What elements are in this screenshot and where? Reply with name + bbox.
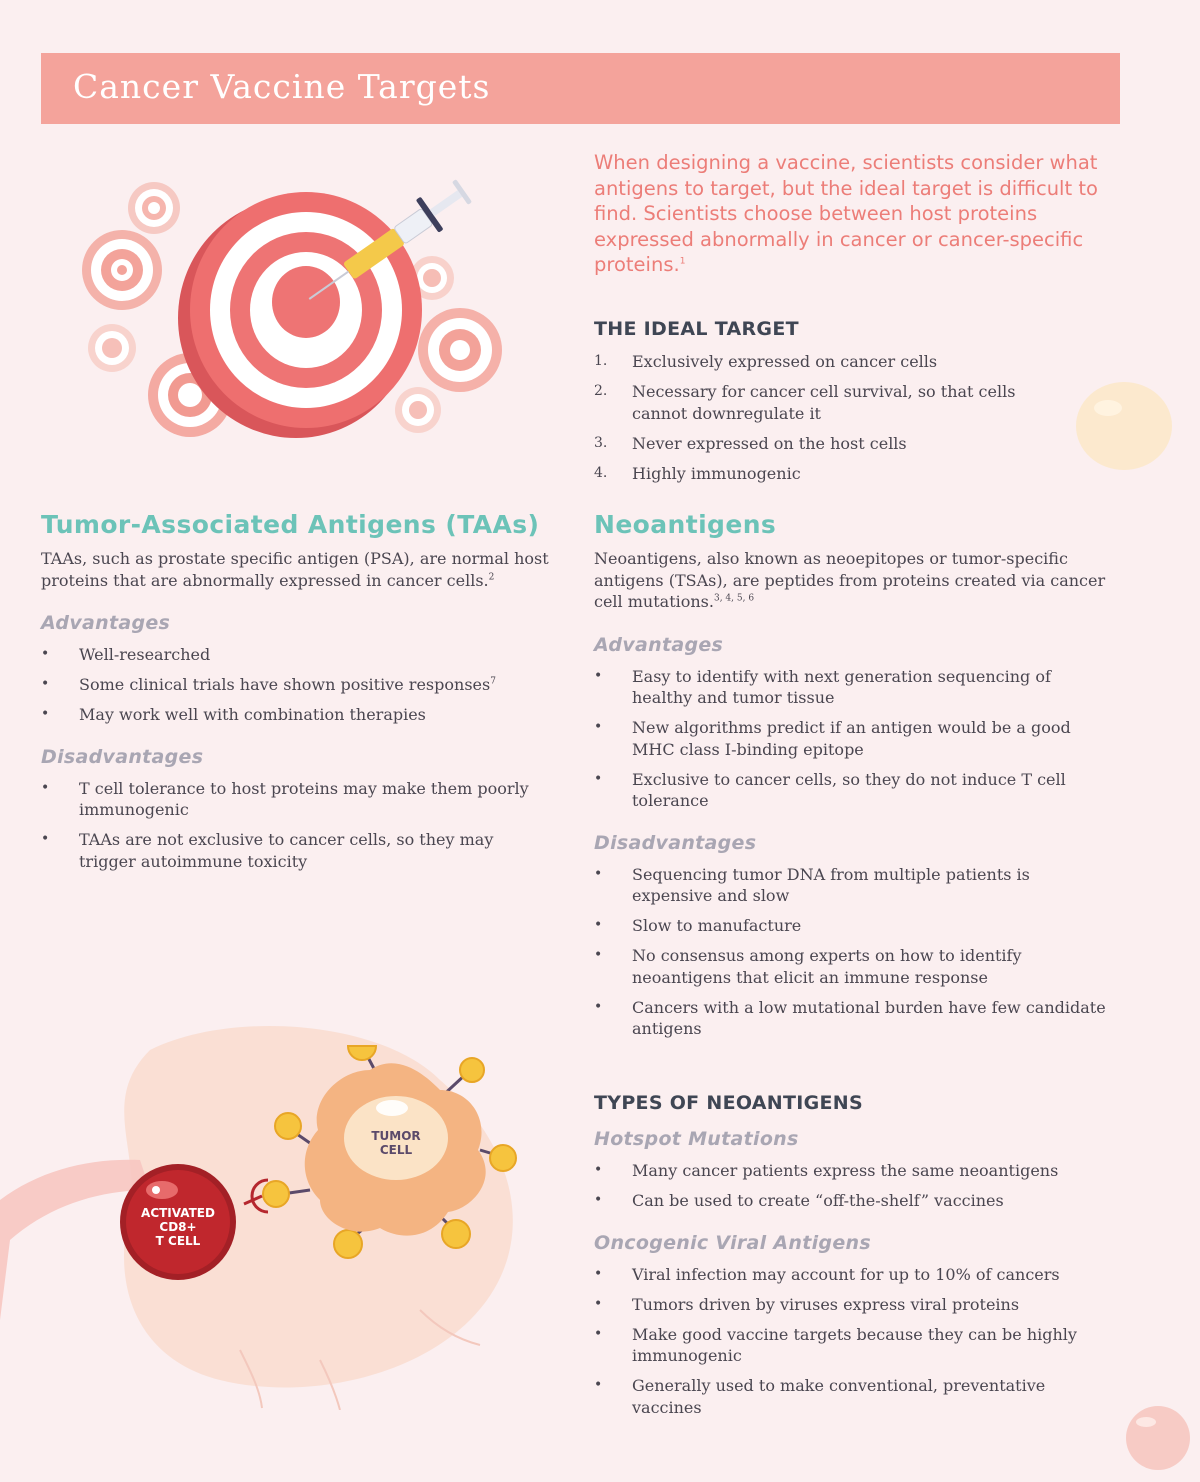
list-item: 3. Never expressed on the host cells	[594, 433, 907, 453]
decorative-bubble	[1122, 1402, 1192, 1472]
ideal-target-list	[594, 351, 1074, 484]
list-item: • Cancers with a low mutational burden have few candidate antigens	[594, 997, 1106, 1038]
decorative-bubble	[1074, 380, 1178, 476]
list-item: • Sequencing tumor DNA from multiple patients is expensive and slow	[594, 864, 1030, 905]
types-heading: TYPES OF NEOANTIGENS	[594, 1092, 863, 1114]
viral-list	[594, 1264, 1114, 1419]
list-item: • Make good vaccine targets because they can be highly immunogenic	[594, 1324, 1077, 1365]
small-target-icon	[82, 230, 162, 310]
small-target-icon	[128, 182, 180, 234]
antigen-icon	[334, 1230, 362, 1258]
list-item: • Easy to identify with next generation sequencing of healthy and tumor tissue	[594, 666, 1051, 707]
tumor-label: CELL	[379, 1143, 413, 1157]
antigen-icon	[460, 1058, 484, 1082]
hotspot-list	[594, 1160, 1114, 1212]
main-target-icon	[178, 192, 422, 438]
list-item: • Viral infection may account for up to 10% of cancers	[594, 1264, 1060, 1284]
tcell-label: T CELL	[155, 1234, 201, 1248]
list-item: • Generally used to make conventional, preventative vaccines	[594, 1376, 1046, 1417]
neo-disadvantages-heading: Disadvantages	[594, 831, 757, 854]
list-item: • T cell tolerance to host proteins may make them poorly immunogenic	[41, 778, 529, 819]
list-item: • May work well with combination therapies	[41, 705, 426, 724]
list-item: • Exclusive to cancer cells, so they do not induce T cell tolerance	[594, 769, 1066, 810]
tcell-label: ACTIVATED	[141, 1206, 215, 1220]
taa-disadvantages-heading: Disadvantages	[41, 745, 204, 768]
antigen-icon	[442, 1220, 470, 1248]
taa-disadvantages-list	[41, 778, 541, 873]
neoantigens-heading: Neoantigens	[594, 510, 777, 539]
tumor-cell-illustration	[0, 990, 580, 1410]
t-cell	[120, 1164, 236, 1280]
list-item: 2. Necessary for cancer cell survival, so that cells cannot downregulate it	[594, 382, 1016, 423]
taa-advantages-list	[41, 644, 561, 726]
viral-heading: Oncogenic Viral Antigens	[594, 1231, 871, 1254]
antigen-icon	[490, 1145, 516, 1171]
list-item: • Some clinical trials have shown positive responses$^7$	[41, 675, 496, 694]
taa-description: TAAs, such as prostate specific antigen (PSA), are normal host proteins that are abnormally expressed in cancer cells.$^2$	[41, 549, 549, 590]
list-item: 1. Exclusively expressed on cancer cells	[594, 352, 938, 371]
small-target-icon	[418, 308, 502, 392]
neo-advantages-heading: Advantages	[594, 633, 724, 656]
small-target-icon	[88, 324, 136, 372]
tcell-label: CD8+	[159, 1220, 197, 1234]
page-title: Cancer Vaccine Targets	[73, 67, 491, 106]
antigen-icon	[275, 1113, 301, 1139]
title-banner	[41, 53, 1120, 124]
ideal-target-heading: THE IDEAL TARGET	[594, 318, 799, 340]
list-item: • Well-researched	[41, 645, 211, 664]
neo-advantages-list	[594, 666, 1114, 812]
list-item: • Tumors driven by viruses express viral proteins	[594, 1294, 1020, 1314]
intro-paragraph: When designing a vaccine, scientists consider what antigens to target, but the ideal target is difficult to find. Scientists choose between host proteins expressed abnormally in cancer or cancer-specific proteins.$^1$	[594, 151, 1098, 276]
taa-heading: Tumor-Associated Antigens (TAAs)	[41, 510, 540, 539]
small-target-icon	[395, 387, 441, 433]
list-item: • Can be used to create “off-the-shelf” vaccines	[594, 1191, 1004, 1210]
list-item: • Slow to manufacture	[594, 916, 802, 935]
target-syringe-illustration	[70, 170, 510, 450]
antigen-icon	[263, 1181, 289, 1207]
list-item: 4. Highly immunogenic	[594, 463, 801, 483]
hotspot-heading: Hotspot Mutations	[594, 1128, 799, 1150]
taa-advantages-heading: Advantages	[41, 612, 171, 634]
list-item: • Many cancer patients express the same neoantigens	[594, 1161, 1059, 1180]
neoantigens-description: Neoantigens, also known as neoepitopes or tumor-specific antigens (TSAs), are peptides from proteins created via cancer cell mutations.$^{3, 4, 5, 6}$	[594, 549, 1106, 611]
list-item: • New algorithms predict if an antigen would be a good MHC class I-binding epitope	[594, 718, 1071, 759]
list-item: • No consensus among experts on how to identify neoantigens that elicit an immune response	[594, 946, 1022, 987]
intro-reference: 1	[679, 256, 686, 267]
tumor-label: TUMOR	[371, 1129, 421, 1143]
neo-disadvantages-list	[594, 864, 1114, 1040]
list-item: • TAAs are not exclusive to cancer cells, so they may trigger autoimmune toxicity	[41, 830, 494, 871]
